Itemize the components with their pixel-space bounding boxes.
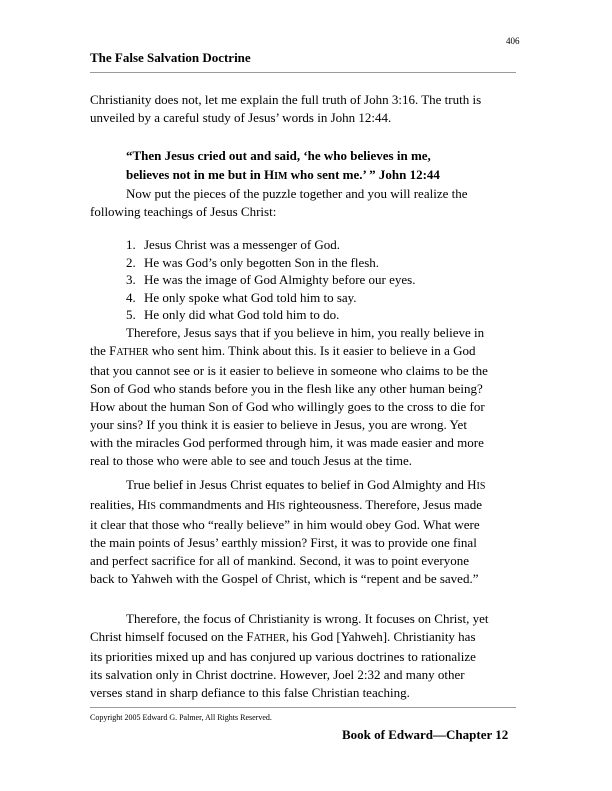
- list-item: 3. He was the image of God Almighty before our eyes.: [126, 272, 416, 287]
- quote-line: believes not in me but in HIM who sent me.’ ” John 12:44: [126, 166, 440, 182]
- footer-chapter-title: Book of Edward—Chapter 12: [342, 727, 509, 742]
- quote-line: “Then Jesus cried out and said, ‘he who believes in me,: [126, 148, 431, 163]
- paragraph-believe-father: Therefore, Jesus says that if you believe in him, you really believe in the FATHER who sent him. Think about this. Is it easier to believe in a God that you cannot see or is it easier to believe in someone who claims to be the Son of God who stands before you in the flesh like any other human being? How about the human Son of God who willingly goes to the cross to die for your sins? If you think it is easier to believe in Jesus, you are wrong. Yet with the miracles God performed through him, it was made easier and more real to those who were able to see and touch Jesus at the time.: [90, 325, 488, 468]
- text-line: unveiled by a careful study of Jesus’ words in John 12:44.: [90, 110, 392, 125]
- scripture-quote: [126, 147, 526, 186]
- page-number: 406: [506, 36, 520, 46]
- footer-divider: [90, 707, 516, 708]
- header-divider: [90, 72, 516, 73]
- paragraph-intro: [90, 91, 524, 127]
- paragraph-focus: Therefore, the focus of Christianity is wrong. It focuses on Christ, yet Christ himself focused on the FATHER, his God [Yahweh]. Christianity has its priorities mixed up and has conjured up various doctrines to rationalize its salvation only in Christ doctrine. However, Joel 2:32 and many other verses stand in sharp defiance to this false Christian teaching.: [90, 611, 489, 700]
- paragraph-puzzle: Now put the pieces of the puzzle together and you will realize the following teachings of Jesus Christ:: [90, 186, 468, 219]
- page-header-title: The False Salvation Doctrine: [90, 50, 251, 65]
- paragraph-true-belief: True belief in Jesus Christ equates to belief in God Almighty and HIS realities, HIS commandments and HIS righteousness. Therefore, Jesus made it clear that those who “really believe” in him would obey God. What were the main points of Jesus’ earthly mission? First, it was to provide one final and perfect sacrifice for all of mankind. Second, it was to point everyone back to Yahweh with the Gospel of Christ, which is “repent and be saved.”: [90, 477, 486, 586]
- list-item: 5. He only did what God told him to do.: [126, 307, 340, 322]
- list-item: 4. He only spoke what God told him to say.: [126, 289, 357, 305]
- list-item: 1. Jesus Christ was a messenger of God.: [126, 237, 341, 252]
- teachings-list: [126, 236, 526, 324]
- list-item: 2. He was God’s only begotten Son in the flesh.: [126, 254, 380, 270]
- text-line: Christianity does not, let me explain the full truth of John 3:16. The truth is: [90, 92, 482, 107]
- footer-copyright: Copyright 2005 Edward G. Palmer, All Rights Reserved.: [90, 713, 272, 722]
